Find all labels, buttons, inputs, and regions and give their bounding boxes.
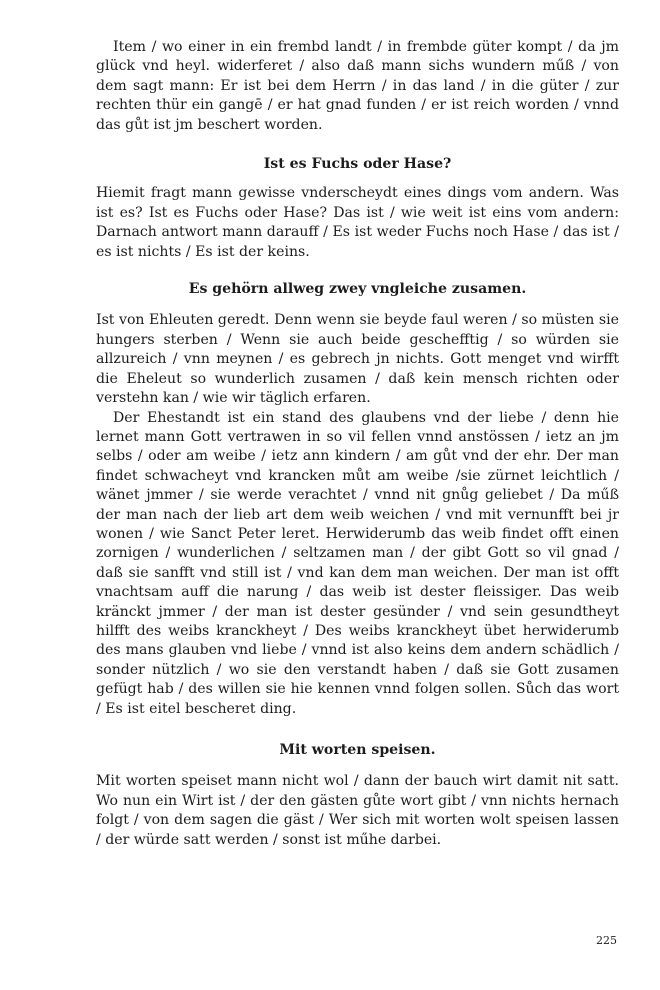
page-number: 225 <box>596 934 617 947</box>
intro-paragraph: Item / wo einer in ein frembd landt / in frembde güter kompt / da jm glück vnd heyl. widerferet / also daß mann sichs wundern műß / von dem sagt mann: Er ist bei dem Herrn / in das land / in die güter / zur rechten thür ein gangē / er hat gnad funden / er ist reich worden / vnnd das gůt ist jm beschert worden. <box>96 39 619 133</box>
section-paragraph: Ist von Ehleuten geredt. Denn wenn sie beyde faul weren / so müsten sie hungers sterben / Wenn sie auch beide geschefftig / so würden sie allzureich / vnn meynen / es gebrech jn nichts. Gott menget vnd wirfft die Eheleut so wunderlich zusamen / daß kein mensch richten oder verstehn kan / wie wir täglich erfaren. <box>96 312 619 407</box>
section-heading-mit-worten-speisen: Mit worten speisen. <box>279 742 436 758</box>
section-paragraph: Mit worten speiset mann nicht wol / dann der bauch wirt damit nit satt. Wo nun ein Wirt ist / der den gästen gůte wort gibt / vnn nichts hernach folgt / von dem sagen die gäst / Wer sich mit worten wolt speisen lassen / der würde satt werden / sonst ist műhe darbei. <box>96 773 619 848</box>
book-page <box>96 38 619 850</box>
section-heading-zwey-vngleiche: Es gehörn allweg zwey vngleiche zusamen. <box>188 281 527 298</box>
section-paragraph: Der Ehestandt ist ein stand des glaubens vnd der liebe / denn hie lernet mann Gott vertrawen in so vil fellen vnnd anstössen / ietz an jm selbs / oder am weibe / ietz ann kindern / am gůt vnd der ehr. Der man findet schwacheyt vnd krancken můt am weibe /sie zürnet leichtlich / wänet jmmer / sie werde verachtet / vnnd nit gnůg geliebet / Da műß der man nach der lieb art dem weib weichen / vnd mit vernunfft bei jr wonen / wie Sanct Peter leret. Herwiderumb das weib findet offt einen zornigen / wunderlichen / seltzamen man / der gibt Gott so vil gnad / daß sie sanfft vnd still ist / vnd kan dem man weichen. Der man ist offt vnachtsam auff die narung / das weib ist dester fleissiger. Das weib kränckt jmmer / der man ist dester gesünder / vnd sein gesundtheyt hilfft des weibs kranckheyt / Des weibs kranckheyt übet herwiderumb des mans glauben vnd liebe / vnnd ist also keins dem andern schädlich / sonder nützlich / wo sie den verstandt haben / daß sie Gott zusamen gefügt hab / des willen sie hie kennen vnnd folgen sollen. Sůch das wort / Es ist eitel bescheret ding. <box>96 409 619 717</box>
section-heading-fuchs-oder-hase: Ist es Fuchs oder Hase? <box>263 156 452 173</box>
section-paragraph: Hiemit fragt mann gewisse vnderscheydt eines dings vom andern. Was ist es? Ist es Fuchs oder Hase? Das ist / wie weit ist eins vom andern: Darnach antwort mann darauff / Es ist weder Fuchs noch Hase / das ist / es ist nichts / Es ist der keins. <box>96 185 619 260</box>
